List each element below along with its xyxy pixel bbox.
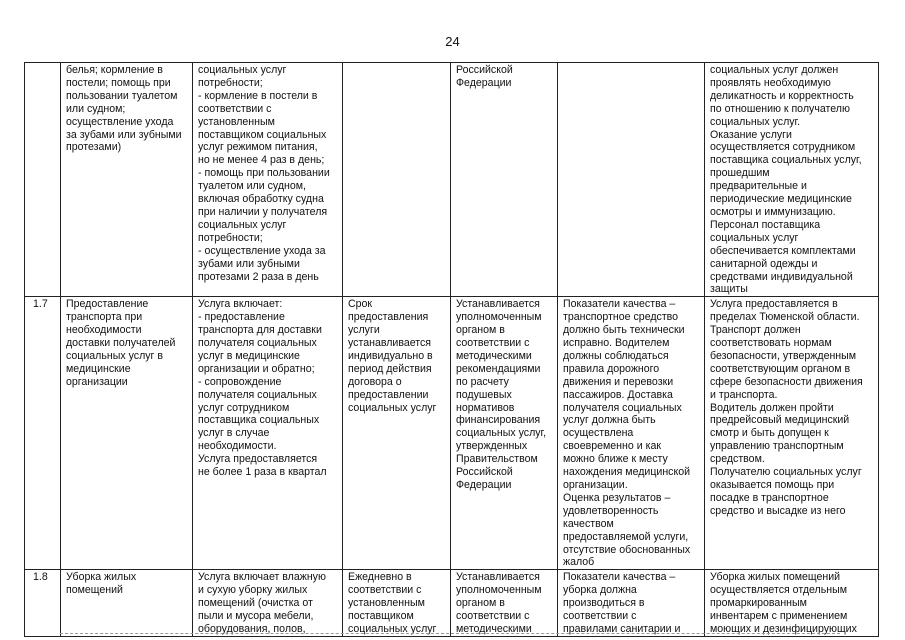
service-term-cell [343, 63, 451, 297]
row-number [25, 63, 61, 297]
service-name-cell: Уборка жилых помещений [61, 570, 193, 637]
service-cost-cell: Устанавливается уполномоченным органом в соответствии с методическими рекомендациями по расчету подушевых нормативов финансирования социальных услуг, утвержденных Правительством Российской Федерации [451, 297, 558, 570]
table-row [25, 63, 879, 297]
service-name-cell: белья; кормление в постели; помощь при пользовании туалетом или судном; осуществление ухода за зубами или зубными протезами) [61, 63, 193, 297]
service-description-cell: социальных услуг потребности; - кормление в постели в соответствии с установленным поставщиком социальных услуг режимом питания, но не менее 4 раз в день; - помощь при пользовании туалетом или судном, включая обработку судна при наличии у получателя социальных услуг потребности; - осуществление ухода за зубами или зубными протезами 2 раза в день [193, 63, 343, 297]
service-conditions-cell: Уборка жилых помещений осуществляется отдельным промаркированным инвентарем с применением моющих и дезинфицирующих [705, 570, 879, 637]
service-term-cell: Ежедневно в соответствии с установленным поставщиком социальных услуг [343, 570, 451, 637]
service-term-cell: Срок предоставления услуги устанавливается индивидуально в период действия договора о предоставлении социальных услуг [343, 297, 451, 570]
quality-indicators-cell [558, 63, 705, 297]
services-table-container [24, 62, 878, 635]
table-row [25, 570, 879, 637]
service-description-cell: Услуга включает влажную и сухую уборку жилых помещений (очистка от пыли и мусора мебели, оборудования, полов, [193, 570, 343, 637]
service-cost-cell: Российской Федерации [451, 63, 558, 297]
quality-indicators-cell: Показатели качества – транспортное средство должно быть технически исправно. Водителем должны соблюдаться правила дорожного движения и перевозки пассажиров. Доставка получателя социальных услуг должна быть осуществлена своевременно и как можно ближе к месту нахождения медицинской организации. Оценка результатов – удовлетворенность качеством предоставляемой услуги, отсутствие обоснованных жалоб [558, 297, 705, 570]
service-description-cell: Услуга включает: - предоставление транспорта для доставки получателя социальных услуг в медицинские организации и обратно; - сопровождение получателя социальных услуг сотрудником поставщика социальных услуг в случае необходимости. Услуга предоставляется не более 1 раза в квартал [193, 297, 343, 570]
scan-edge-line [60, 633, 840, 634]
row-number: 1.7 [25, 297, 61, 570]
service-conditions-cell: социальных услуг должен проявлять необходимую деликатность и корректность по отношению к получателю социальных услуг. Оказание услуги осуществляется сотрудником поставщика социальных услуг, прошедшим предварительные и периодические медицинские осмотры и иммунизацию. Персонал поставщика социальных услуг обеспечивается комплектами санитарной одежды и средствами индивидуальной защиты [705, 63, 879, 297]
table-row [25, 297, 879, 570]
service-name-cell: Предоставление транспорта при необходимости доставки получателей социальных услуг в медицинские организации [61, 297, 193, 570]
service-conditions-cell: Услуга предоставляется в пределах Тюменской области. Транспорт должен соответствовать нормам безопасности, утвержденным соответствующим органом в сфере безопасности движения и транспорта. Водитель должен пройти предрейсовый медицинский смотр и быть допущен к управлению транспортным средством. Получателю социальных услуг оказывается помощь при посадке в транспортное средство и высадке из него [705, 297, 879, 570]
quality-indicators-cell: Показатели качества – уборка должна производиться в соответствии с правилами санитарии и [558, 570, 705, 637]
services-table [24, 62, 879, 637]
row-number: 1.8 [25, 570, 61, 637]
page-number: 24 [445, 34, 460, 49]
service-cost-cell: Устанавливается уполномоченным органом в соответствии с методическими [451, 570, 558, 637]
